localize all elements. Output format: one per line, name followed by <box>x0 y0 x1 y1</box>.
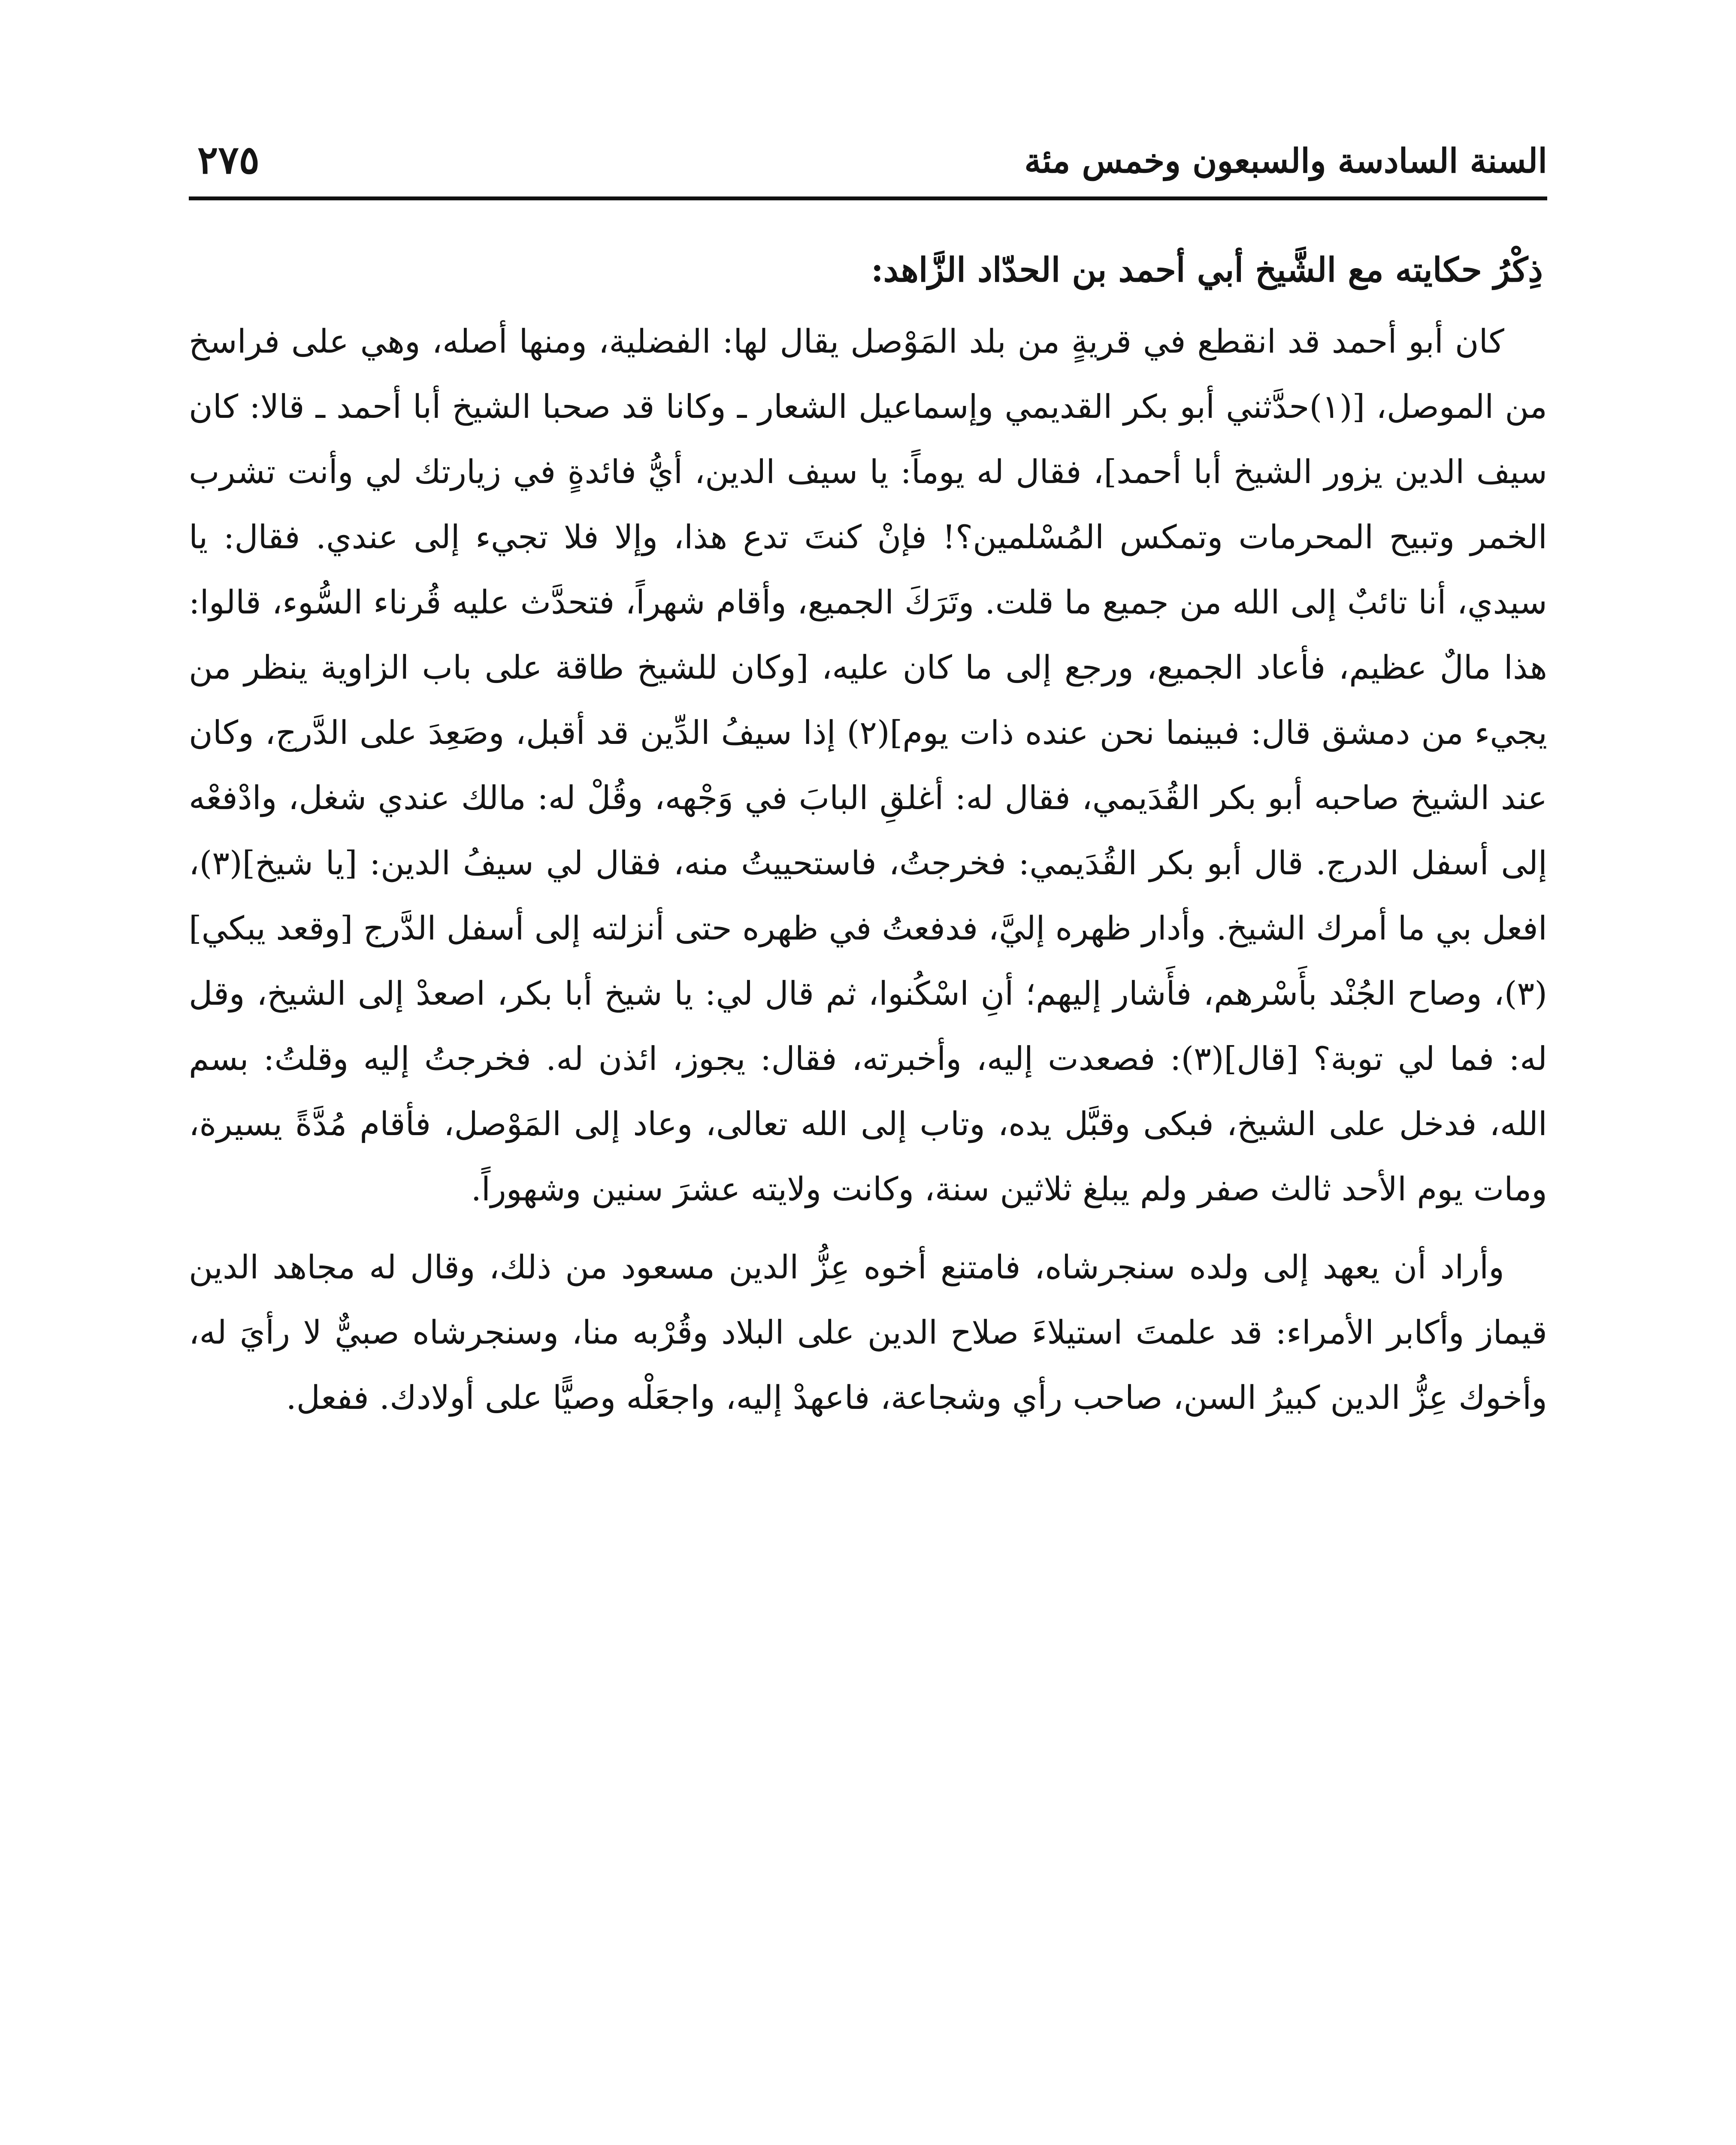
page-body <box>189 240 1547 1430</box>
section-heading: ذِكْرُ حكايته مع الشَّيخ أبي أحمد بن الحدّاد الزَّاهد: <box>871 251 1543 290</box>
page-header <box>189 129 1547 193</box>
paragraph-1: كان أبو أحمد قد انقطع في قريةٍ من بلد المَوْصل يقال لها: الفضلية، ومنها أصله، وهي على فراسخ من الموصل، [(١)حدَّثني أبو بكر القديمي وإسماعيل الشعار ـ وكانا قد صحبا الشيخ أبا أحمد ـ قالا: كان سيف الدين يزور الشيخ أبا أحمد]، فقال له يوماً: يا سيف الدين، أيُّ فائدةٍ في زيارتك لي وأنت تشرب الخمر وتبيح المحرمات وتمكس المُسْلمين؟! فإنْ كنتَ تدع هذا، وإلا فلا تجيء إلى عندي. فقال: يا سيدي، أنا تائبٌ إلى الله من جميع ما قلت. وتَرَكَ الجميع، وأقام شهراً، فتحدَّث عليه قُرناء السُّوء، قالوا: هذا مالٌ عظيم، فأعاد الجميع، ورجع إلى ما كان عليه، [وكان للشيخ طاقة على باب الزاوية ينظر من يجيء من دمشق قال: فبينما نحن عنده ذات يوم](٢) إذا سيفُ الدِّين قد أقبل، وصَعِدَ على الدَّرج، وكان عند الشيخ صاحبه أبو بكر القُدَيمي، فقال له: أغلقِ البابَ في وَجْهه، وقُلْ له: مالك عندي شغل، وادْفعْه إلى أسفل الدرج. قال أبو بكر القُدَيمي: فخرجتُ، فاستحييتُ منه، فقال لي سيفُ الدين: [يا شيخ](٣)، افعل بي ما أمرك الشيخ. وأدار ظهره إليَّ، فدفعتُ في ظهره حتى أنزلته إلى أسفل الدَّرج [وقعد يبكي](٣)، وصاح الجُنْد بأَسْرهم، فأَشار إليهم؛ أنِ اسْكُنوا، ثم قال لي: يا شيخ أبا بكر، اصعدْ إلى الشيخ، وقل له: فما لي توبة؟ [قال](٣): فصعدت إليه، وأخبرته، فقال: يجوز، ائذن له. فخرجتُ إليه وقلتُ: بسم الله، فدخل على الشيخ، فبكى وقبَّل يده، وتاب إلى الله تعالى، وعاد إلى المَوْصل، فأقام مُدَّةً يسيرة، ومات يوم الأحد ثالث صفر ولم يبلغ ثلاثين سنة، وكانت ولايته عشرَ سنين وشهوراً. <box>189 322 1547 1208</box>
running-title: السنة السادسة والسبعون وخمس مئة <box>1024 142 1547 181</box>
header-rule <box>189 196 1547 200</box>
paragraph-2: وأراد أن يعهد إلى ولده سنجرشاه، فامتنع أخوه عِزُّ الدين مسعود من ذلك، وقال له مجاهد الدين قيماز وأكابر الأمراء: قد علمتَ استيلاءَ صلاح الدين على البلاد وقُرْبه منا، وسنجرشاه صبيٌّ لا رأيَ له، وأخوك عِزُّ الدين كبيرُ السن، صاحب رأي وشجاعة، فاعهدْ إليه، واجعَلْه وصيًّا على أولادك. ففعل. <box>189 1248 1547 1417</box>
page-number: ٢٧٥ <box>197 137 260 183</box>
